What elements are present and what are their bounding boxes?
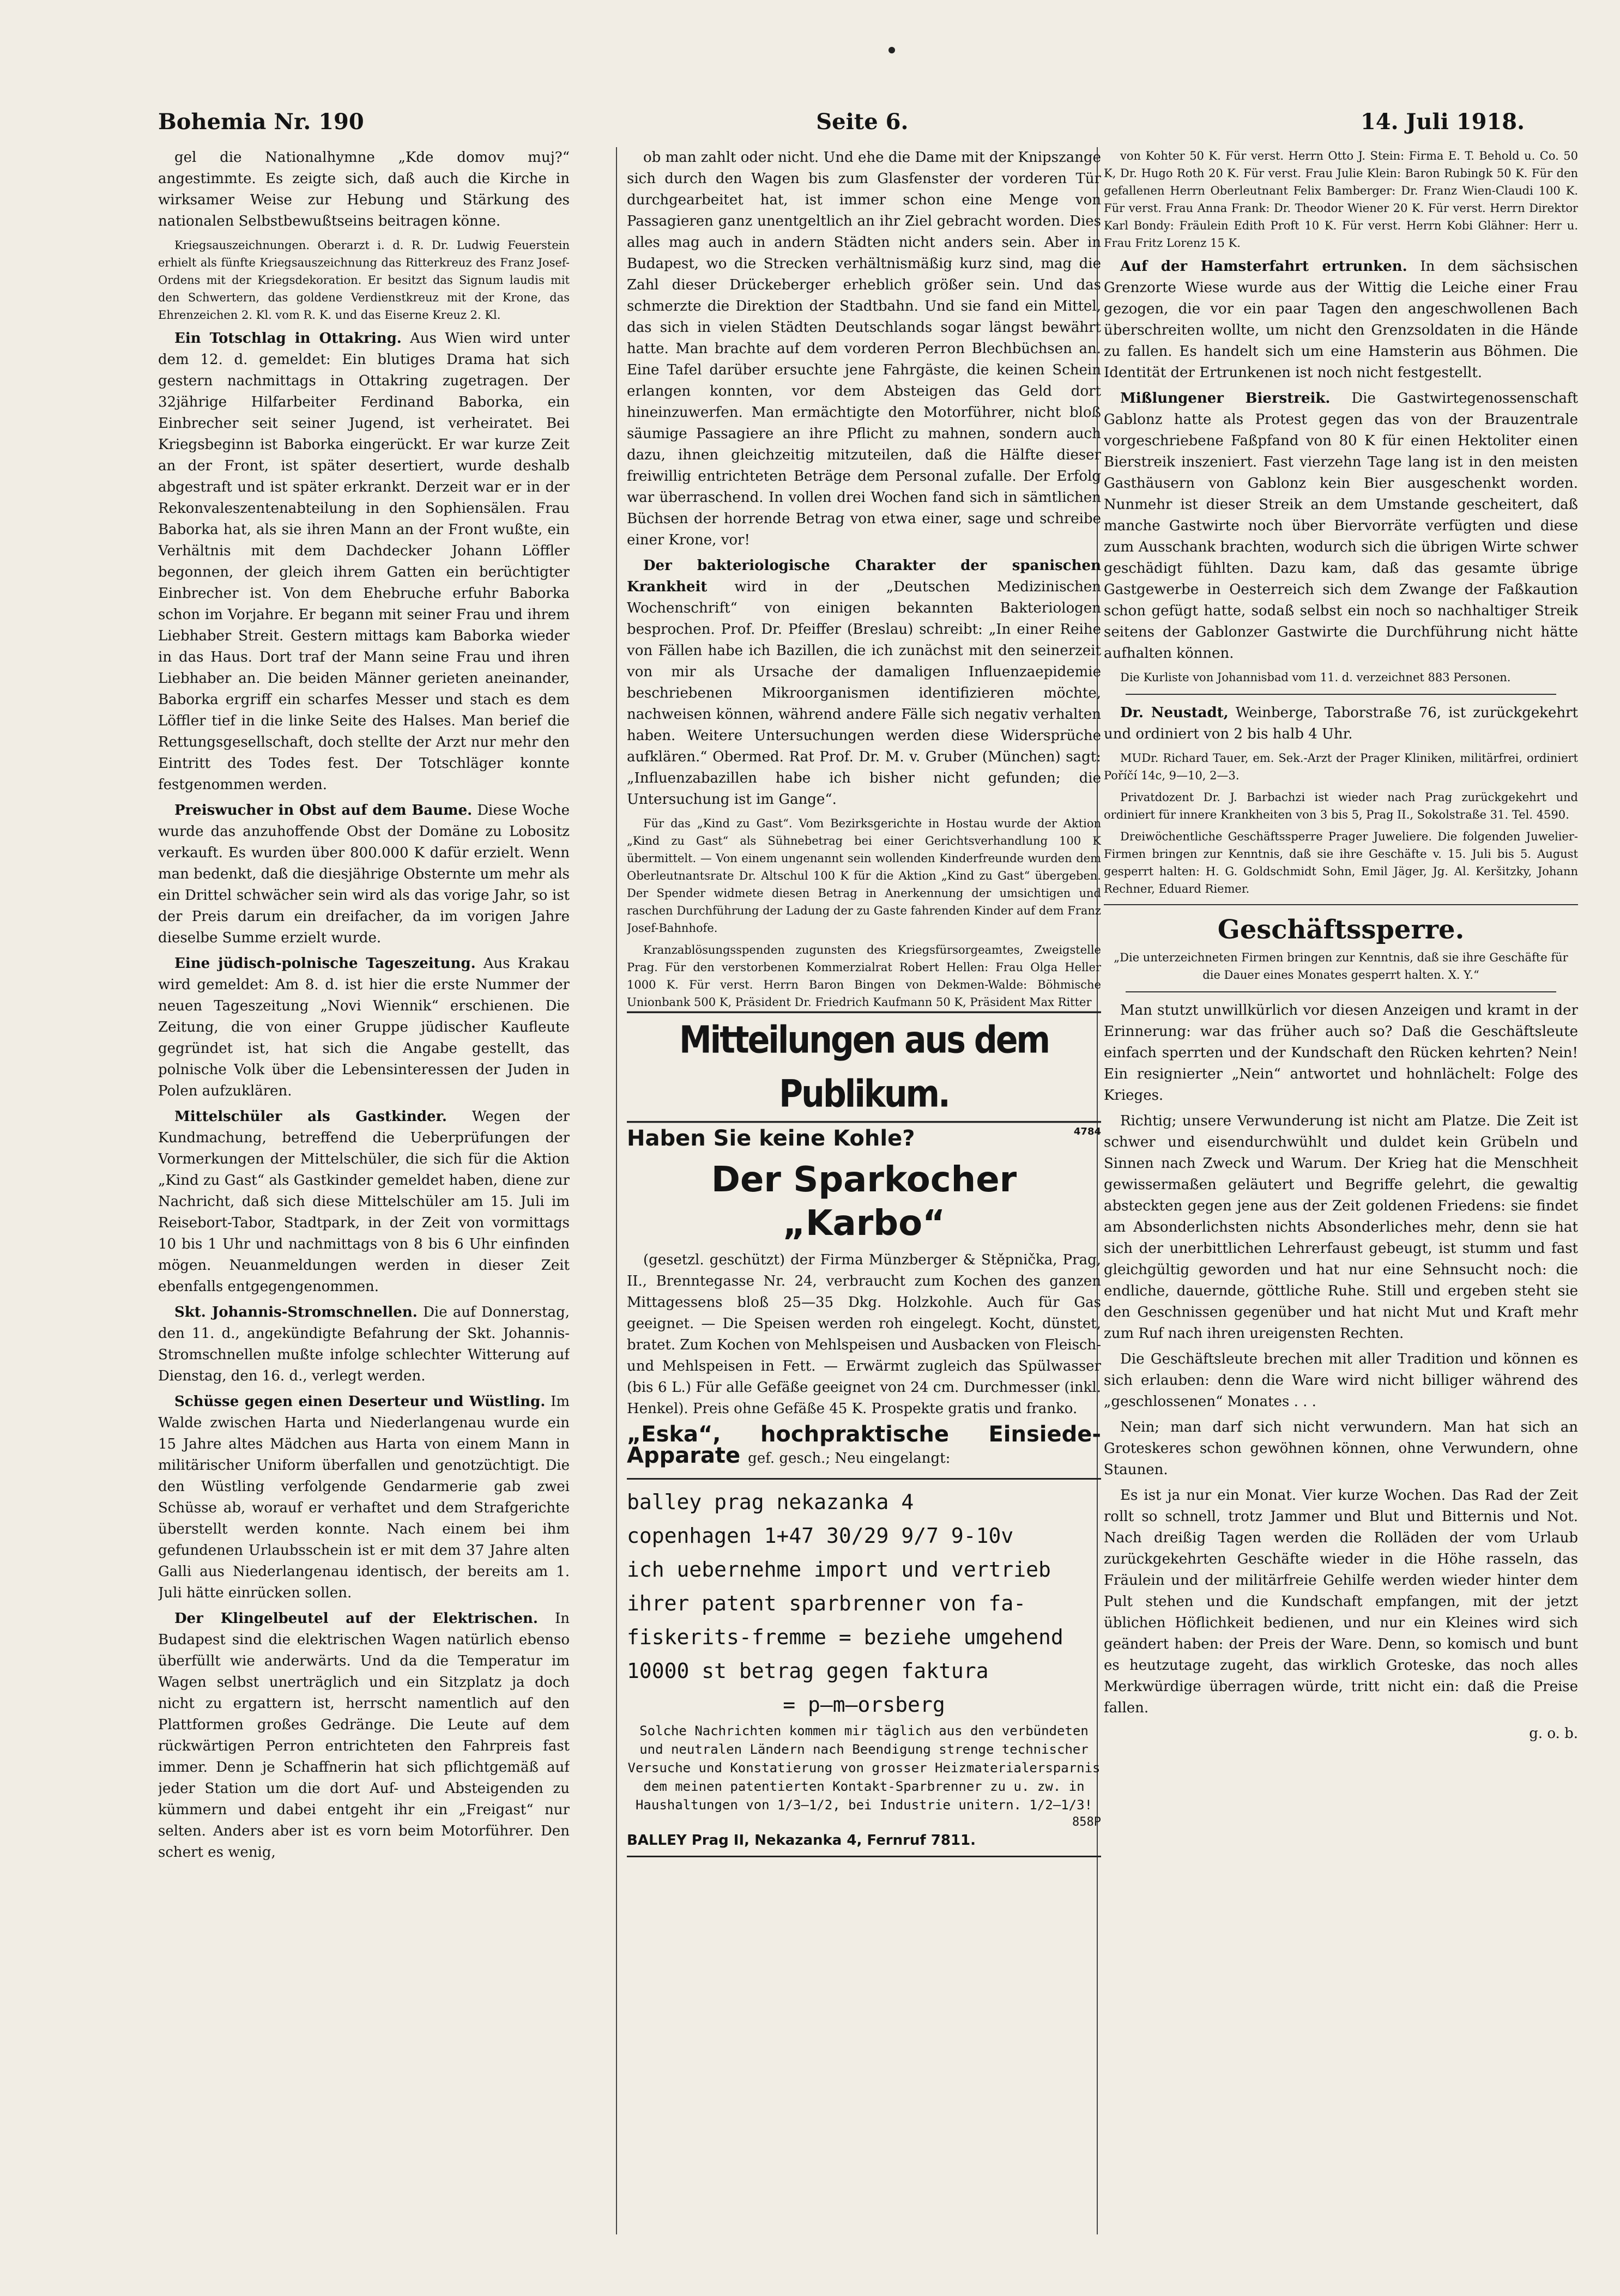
telegram-line-3: ich uebernehme import und vertrieb ihrer patent sparbrenner von fa-fiskerits-fremme = beziehe umgehend 10000 st betrag gegen faktura [627, 1558, 1063, 1683]
text-bierstreik: Die Gastwirtegenossenschaft Gablonz hatte als Protest gegen das von der Brauzentrale vorgeschriebene Faßpfand von 80 K für einen Hektoliter einen Bierstreik inszeniert. Fast vierzehn Tage lang ist in den meisten Gasthäusern von Gablonz kein Bier ausgeschenkt worden. Nunmehr ist dieser Streik an dem Umstande gescheitert, daß manche Gastwirte noch über Biervorräte verfügten und diese zum Ausschank brachten, wodurch sich die übrigen Wirte schwer geschädigt fühlten. Dazu kam, daß das gesamte übrige Gastgewerbe in Oesterreich sich dem Zwange der Faßkaution schon gefügt hatte, sodaß selbst ein noch so nachhaltiger Streik seitens der Gablonzer Gastwirte die Durchführung nicht hätte aufhalten können. [1104, 390, 1578, 662]
notice-neustadt [1104, 702, 1578, 745]
article-kind-zu-gast: Für das „Kind zu Gast“. Vom Bezirksgerichte in Hostau wurde der Aktion „Kind zu Gast“ als Sühnebetrag bei einer Gerichtsverhandlung 100 K übermittelt. — Von einem ungenannt sein wollenden Kinderfreunde wurden dem Oberleutnantsrate Dr. Altschul 100 K für die Aktion „Kind zu Gast“ übergeben. Der Spender widmete diesen Betrag in Anerkennung der umsichtigen und raschen Durchführung der Ladung der zu Gaste fahrenden Kinder auf dem Franz Josef-Bahnhofe. [627, 817, 1101, 935]
ad-eska-title: „Eska“, hochpraktische Einsiede-Apparate [627, 1422, 1101, 1468]
headline-stromschnellen: Skt. Johannis-Stromschnellen. [174, 1304, 418, 1320]
column-2 [627, 147, 1101, 2224]
headline-tageszeitung: Eine jüdisch-polnische Tageszeitung. [174, 955, 476, 972]
article-totschlag [158, 328, 570, 796]
telegram-line-2: copenhagen 1+47 30/29 9/7 9-10v [627, 1524, 1014, 1548]
headline-schuesse: Schüsse gegen einen Deserteur und Wüstling. [174, 1394, 546, 1410]
article-mittelschueler [158, 1106, 570, 1298]
headline-spanische-krankheit: Der bakteriologische Charakter der spanischen Krankheit [627, 558, 1101, 595]
text-totschlag: Aus Wien wird unter dem 12. d. gemeldet: Ein blutiges Drama hat sich gestern nachmittags in Ottakring zugetragen. Der 32jährige Hilfarbeiter Ferdinand Baborka, ein Einbrecher seit seiner Jugend, ist verheiratet. Bei Kriegsbeginn ist Baborka eingerückt. Er war kurze Zeit an der Front, ist später desertiert, wurde deshalb abgestraft und ist später erkrankt. Derzeit war er in der Rekonvaleszentenabteilung in den Sophiensälen. Frau Baborka hat, als sie ihren Mann an der Front wußte, ein Verhältnis mit dem Dachdecker Johann Löffler begonnen, der gleich ihrem Gatten ein berüchtigter Einbrecher ist. Von dem Ehebruche erfuhr Baborka schon im Vorjahre. Er begann mit seiner Frau und ihrem Liebhaber Streit. Gestern mittags kam Baborka wieder in das Haus. Dort traf der Mann seine Frau und ihren Liebhaber an. Die beiden Männer gerieten aneinander, Baborka ergriff ein scharfes Messer und stach es dem Löffler tief in die linke Seite des Halses. Man berief die Rettungsgesellschaft, doch stellte der Arzt nur mehr den Eintritt des Todes fest. Der Totschläger konnte festgenommen werden. [158, 330, 570, 793]
page-header [158, 109, 1525, 134]
ad-kohle-number: 4784 [1073, 1126, 1101, 1137]
essay-paragraph-5: Es ist ja nur ein Monat. Vier kurze Wochen. Das Rad der Zeit rollt so schnell, trotz Jammer und Blut und Bitternis und Not. Nach dreißig Tagen werden die Rolläden der vom Urlaub zurückgekehrten Geschäfte wieder in die Höhe rasseln, das Fräulein und der militärfreie Gehilfe werden wieder hinter dem Pult stehen und die Kundschaft empfangen, mit der jetzt üblichen Höflichkeit bedienen, und nur ein Kleines wird sich geändert haben: der Preis der Ware. Denn, so komisch und bunt es heutzutage zugeht, das wirklich Groteske, das noch alles Merkwürdige überragen würde, tritt nicht ein: daß die Preise fallen. [1104, 1487, 1578, 1716]
divider [1126, 991, 1556, 992]
article-spanische-krankheit [627, 555, 1101, 810]
text-spanische-krankheit: wird in der „Deutschen Medizinischen Wochenschrift“ von einigen bekannten Bakteriologen besprochen. Prof. Dr. Pfeiffer (Breslau) schreibt: „In einer Reihe von Fällen habe ich Bazillen, die ich zunächst mit den seinerzeit von mir als Ursache der damaligen Influenzaepidemie beschriebenen Mikroorganismen identifizieren möchte, nachweisen können, während andere Fälle sich negativ verhalten haben. Weitere Untersuchungen werden diese Widersprüche aufklären.“ Obermed. Rat Prof. Dr. M. v. Gruber (München) sagt: „Influenzabazillen habe ich bisher nicht gefunden; die Untersuchung ist im Gange“. [627, 579, 1101, 808]
telegram-signature: = p—m—orsberg [783, 1693, 945, 1717]
ad-karbo-title: Der Sparkocher „Karbo“ [711, 1160, 1017, 1244]
article-kranzabloesung: Kranzablösungsspenden zugunsten des Kriegsfürsorgeamtes, Zweigstelle Prag. Für den verstorbenen Kommerzialrat Robert Hellen: Frau Olga Heller 1000 K. Für verst. Herrn Baron Bingen von Dekmen-Walde: Böhmische Unionbank 500 K, Präsident Dr. Friedrich Kaufmann 50 K, Präsident Max Ritter [627, 943, 1101, 1009]
article-klingelbeutel-cont: ob man zahlt oder nicht. Und ehe die Dame mit der Knipszange sich durch den Wagen bis zum Glasfenster der vorderen Tür durchgearbeitet hat, ist immer schon eine Menge von Passagieren ganz unentgeltlich an ihr Ziel gebracht worden. Dies alles mag auch in andern Städten nicht anders sein. Aber in Budapest, wo die Strecken verhältnismäßig kurz sind, mag die Zahl dieser Drückeberger erheblich größer sein. Und das schmerzte die Direktion der Stadtbahn. Und sie fand ein Mittel, das sich in vielen Städten Deutschlands sogar längst bewährt hatte. Man brachte auf dem vorderen Perron Blechbüchsen an. Eine Tafel darüber ersuchte jene Fahrgäste, die keinen Schein erlangen konnten, vor dem Absteigen das Geld dort hineinzuwerfen. Man ermächtigte den Motorführer, nicht bloß säumige Passagiere an ihre Pflicht zu mahnen, sondern auch dazu, ihnen gleichzeitig mitzuteilen, daß die Hälfte dieser freiwillig entrichteten Beträge dem Personal zufalle. Der Erfolg war überraschend. In vollen drei Wochen fand sich in sämtlichen Büchsen der horrende Betrag von etwa einer, sage und schreibe einer Krone, vor! [627, 149, 1101, 548]
text-schuesse: Im Walde zwischen Harta und Niederlangenau wurde ein 15 Jahre altes Mädchen aus Harta von einem Mann in militärischer Uniform überfallen und genotzüchtigt. Die den Wüstling verfolgende Gendarmerie gab zwei Schüsse ab, worauf er verhaftet und dem Strafgerichte überstellt werden konnte. Nach einem bei ihm gefundenen Urlaubsschein ist er mit dem 37 Jahre alten Galli aus Niederlangenau identisch, der bereits am 1. Juli hätte einrücken sollen. [158, 1394, 570, 1601]
essay-signature: g. o. b. [1529, 1725, 1578, 1742]
telegram-note-number: 858P [1072, 1815, 1101, 1829]
header-date: 14. Juli 1918. [1360, 109, 1525, 135]
notice-juweliere: Dreiwöchentliche Geschäftssperre Prager Juweliere. Die folgenden Juwelier-Firmen bringen zur Kenntnis, daß sie ihre Geschäfte v. 15. Juli bis 5. August gesperrt halten: H. G. Goldschmidt Sohn, Emil Jäger, Jg. Al. Keršitzky, Johann Rechner, Eduard Riemer. [1104, 830, 1578, 895]
column-1 [158, 147, 570, 2224]
text-klingelbeutel: In Budapest sind die elektrischen Wagen natürlich ebenso überfüllt wie anderwärts. Und da die Temperatur im Wagen selbst unerträglich und ein Sitzplatz ja doch nicht zu ergattern ist, herrscht namentlich auf den Plattformen großes Gedränge. Die Leute auf dem rückwärtigen Perron entrichteten den Fahrpreis fast immer. Denn je Schaffnerin hat sich pflichtgemäß auf jeder Station um die dort Auf- und Absteigenden zu kümmern und dabei entgeht ihr ein „Freigast“ nur selten. Anders aber ist es vorn beim Motorführer. Den schert es wenig, [158, 1610, 570, 1861]
notice-neustadt-text: Weinberge, Taborstraße 76, ist zurückgekehrt und ordiniert von 2 bis halb 4 Uhr. [1104, 705, 1578, 742]
essay-paragraph-3: Die Geschäftsleute brechen mit aller Tradition und können es sich erlauben: denn die Ware wird nicht billiger während des „geschlossenen“ Monates . . . [1104, 1351, 1578, 1410]
essay-paragraph-2: Richtig; unsere Verwunderung ist nicht am Platze. Die Zeit ist schwer und eisendurchwühlt und duldet kein Grübeln und Sinnen nach Zweck und Warum. Der Krieg hat die Menschheit gewissermaßen geläutert und Begriffe gelehrt, die gewaltig absteckten gegen jene aus der Zeit goldenen Friedens: sie findet am Absonderlichsten nichts Absonderliches mehr, denn sie hat sich der unerbittlichen Lehrerfaust gebeugt, ist stumm und fast gleichgültig geworden und hat nur eine Sehnsucht noch: die endliche, dauernde, göttliche Ruhe. Still und ergeben steht sie den Geschnissen gegenüber und hat nicht Mut und Kraft mehr zum Ruf nach ihren ureigensten Rechten. [1104, 1113, 1578, 1342]
article-klingelbeutel [158, 1608, 570, 1863]
article-anthem: gel die Nationalhymne „Kde domov muj?“ angestimmte. Es zeigte sich, daß auch die Kirche in wirksamer Weise zur Hebung und Stärkung des nationalen Selbstbewußtseins beitragen könne. [158, 149, 570, 229]
column-rule-1 [616, 147, 617, 2234]
headline-preiswucher: Preiswucher in Obst auf dem Baume. [174, 802, 473, 819]
headline-hamsterfahrt: Auf der Hamsterfahrt ertrunken. [1120, 258, 1407, 275]
article-hamsterfahrt [1104, 256, 1578, 384]
headline-klingelbeutel: Der Klingelbeutel auf der Elektrischen. [174, 1610, 538, 1627]
text-preiswucher: Diese Woche wurde das anzuhoffende Obst der Domäne zu Lobositz verkauft. Es wurden über 800.000 K dafür erzielt. Wenn man bedenkt, daß die diesjährige Obsternte um mehr als ein Drittel schwächer sein wird als das vorige Jahr, so ist der Preis darum ein dreifacher, da im vorigen Jahre dieselbe Summe erzielt wurde. [158, 802, 570, 946]
divider [1126, 694, 1556, 695]
article-bierstreik [1104, 388, 1578, 664]
ad-kohle-text: Haben Sie keine Kohle? [627, 1126, 915, 1151]
headline-totschlag: Ein Totschlag in Ottakring. [174, 330, 402, 347]
geschaeftssperre-notice: „Die unterzeichneten Firmen bringen zur Kenntnis, daß sie ihre Geschäfte für die Dauer eines Monates gesperrt halten. X. Y.“ [1114, 951, 1568, 982]
ad-karbo-text: (gesetzl. geschützt) der Firma Münzberger & Stěpnička, Prag, II., Brenntegasse Nr. 24, verbraucht zum Kochen des ganzen Mittagessens bloß 25—35 Dkg. Holzkohle. Auch für Gas geeignet. — Die Speisen werden roh eingelegt. Kocht, dünstet, bratet. Zum Kochen von Mehlspeisen und Ausbacken von Fleisch- und Mehlspeisen in Fett. — Erwärmt zugleich das Spülwasser (bis 6 L.) Für alle Gefäße geeignet von 24 cm. Durchmesser (inkl. Henkel). Preis ohne Gefäße 45 K. Prospekte gratis und franko. [627, 1252, 1101, 1417]
ad-telegram [627, 1478, 1101, 1857]
article-kranz-cont: von Kohter 50 K. Für verst. Herrn Otto J. Stein: Firma E. T. Behold u. Co. 50 K, Dr. Hugo Roth 20 K. Für verst. Frau Julie Klein: Baron Rubingk 50 K. Für den gefallenen Herrn Oberleutnant Felix Bamberger: Dr. Franz Wien-Claudi 100 K. Für verst. Frau Anna Frank: Dr. Theodor Wiener 20 K. Für verst. Herrn Direktor Karl Bondy: Fräulein Edith Proft 10 K. Für verst. Herrn Kobi Glähner: Herr u. Frau Fritz Lorenz 15 K. [1104, 149, 1578, 250]
notice-neustadt-name: Dr. Neustadt, [1120, 705, 1229, 721]
article-schuesse [158, 1391, 570, 1604]
notice-barbachzi: Privatdozent Dr. J. Barbachzi ist wieder nach Prag zurückgekehrt und ordiniert für innere Krankheiten von 3 bis 5, Prag II., Sokolstraße 31. Tel. 4590. [1104, 791, 1578, 821]
header-issue: Bohemia Nr. 190 [158, 109, 364, 135]
telegram-note: Solche Nachrichten kommen mir täglich aus den verbündeten und neutralen Ländern nach Beendigung strenge technischer Versuche und Konstatierung von grosser Heizmaterialersparnis dem meinen patentierten Kontakt-Sparbrenner zu u. zw. in Haushaltungen von 1/3—1/2, bei Industrie unitern. 1/2—1/3! [627, 1723, 1101, 1813]
text-mittelschueler: Wegen der Kundmachung, betreffend die Ueberprüfungen der Vormerkungen der Mittelschüler, die sich für die Aktion „Kind zu Gast“ als Gastkinder gemeldet haben, diene zur Nachricht, daß sich diese Mittelschüler am 15. Juli im Reisebort-Tabor, Stadtpark, in der Zeit von vormittags 10 bis 1 Uhr und nachmittags von 8 bis 6 Uhr einfinden mögen. Neuanmeldungen werden in dieser Zeit ebenfalls entgegengenommen. [158, 1108, 570, 1295]
text-stromschnellen: Die auf Donnerstag, den 11. d., angekündigte Befahrung der Skt. Johannis-Stromschnellen mußte infolge schlechter Witterung auf Dienstag, den 16. d., verlegt werden. [158, 1304, 570, 1384]
header-page-number: Seite 6. [816, 109, 909, 135]
article-kriegsauszeichnungen: Kriegsauszeichnungen. Oberarzt i. d. R. Dr. Ludwig Feuerstein erhielt als fünfte Kriegsauszeichnung das Ritterkreuz des Franz Josef-Ordens mit der Kriegsdekoration. Er besitzt das Signum laudis mit den Schwertern, das goldene Verdienstkreuz mit der Krone, das Ehrenzeichen 2. Kl. vom R. K. und das Eiserne Kreuz 2. Kl. [158, 239, 570, 322]
headline-bierstreik: Mißlungener Bierstreik. [1120, 390, 1331, 407]
ad-eska [627, 1424, 1101, 1469]
ad-eska-tail: gef. gesch.; Neu eingelangt: [748, 1450, 951, 1467]
text-hamsterfahrt: In dem sächsischen Grenzorte Wiese wurde aus der Wittig die Leiche einer Frau gezogen, die vor ein paar Tagen den angeschwollenen Bach überschreiten wollte, um nicht den Grenzsoldaten in die Hände zu fallen. Es handelt sich um eine Hamsterin aus Böhmen. Die Identität der Ertrunkenen ist noch nicht festgestellt. [1104, 258, 1578, 381]
essay-paragraph-4: Nein; man darf sich nicht verwundern. Man hat sich an Groteskeres schon gewöhnen können, ohne Verwundern, ohne Staunen. [1104, 1419, 1578, 1478]
telegram-line-1: balley prag nekazanka 4 [627, 1490, 914, 1514]
essay-paragraph-1: Man stutzt unwillkürlich vor diesen Anzeigen und kramt in der Erinnerung: war das früher auch so? Daß die Geschäftsleute einfach sperrten und der Kundschaft den Rücken kehrten? Nein! Ein resignierter „Nein“ antwortet und hohnlächelt: Folge des Krieges. [1104, 1002, 1578, 1104]
headline-mittelschueler: Mittelschüler als Gastkinder. [174, 1108, 447, 1125]
section-banner-publikum: Mitteilungen aus dem Publikum. [627, 1011, 1101, 1123]
text-tageszeitung: Aus Krakau wird gemeldet: Am 8. d. ist hier die erste Nummer der neuen Tageszeitung „Novi Wiennik“ erschienen. Die Zeitung, die von einer Gruppe jüdischer Kaufleute gegründet ist, hat sich die Angabe gestellt, das polnische Volk über die Lebensinteressen der Juden in Polen aufzuklären. [158, 955, 570, 1099]
article-tageszeitung [158, 953, 570, 1102]
ad-kohle-headline [627, 1123, 1101, 1154]
ink-dot [888, 47, 895, 53]
headline-geschaeftssperre: Geschäftssperre. [1104, 904, 1578, 949]
article-stromschnellen [158, 1302, 570, 1387]
ad-balley-address: BALLEY Prag II, Nekazanka 4, Fernruf 7811. [627, 1832, 976, 1849]
column-3 [1104, 147, 1578, 2224]
article-kurliste: Die Kurliste von Johannisbad vom 11. d. verzeichnet 883 Personen. [1120, 671, 1511, 684]
notice-tauer: MUDr. Richard Tauer, em. Sek.-Arzt der Prager Kliniken, militärfrei, ordiniert Poříčí 14c, 9—10, 2—3. [1104, 752, 1578, 782]
article-preiswucher [158, 800, 570, 949]
